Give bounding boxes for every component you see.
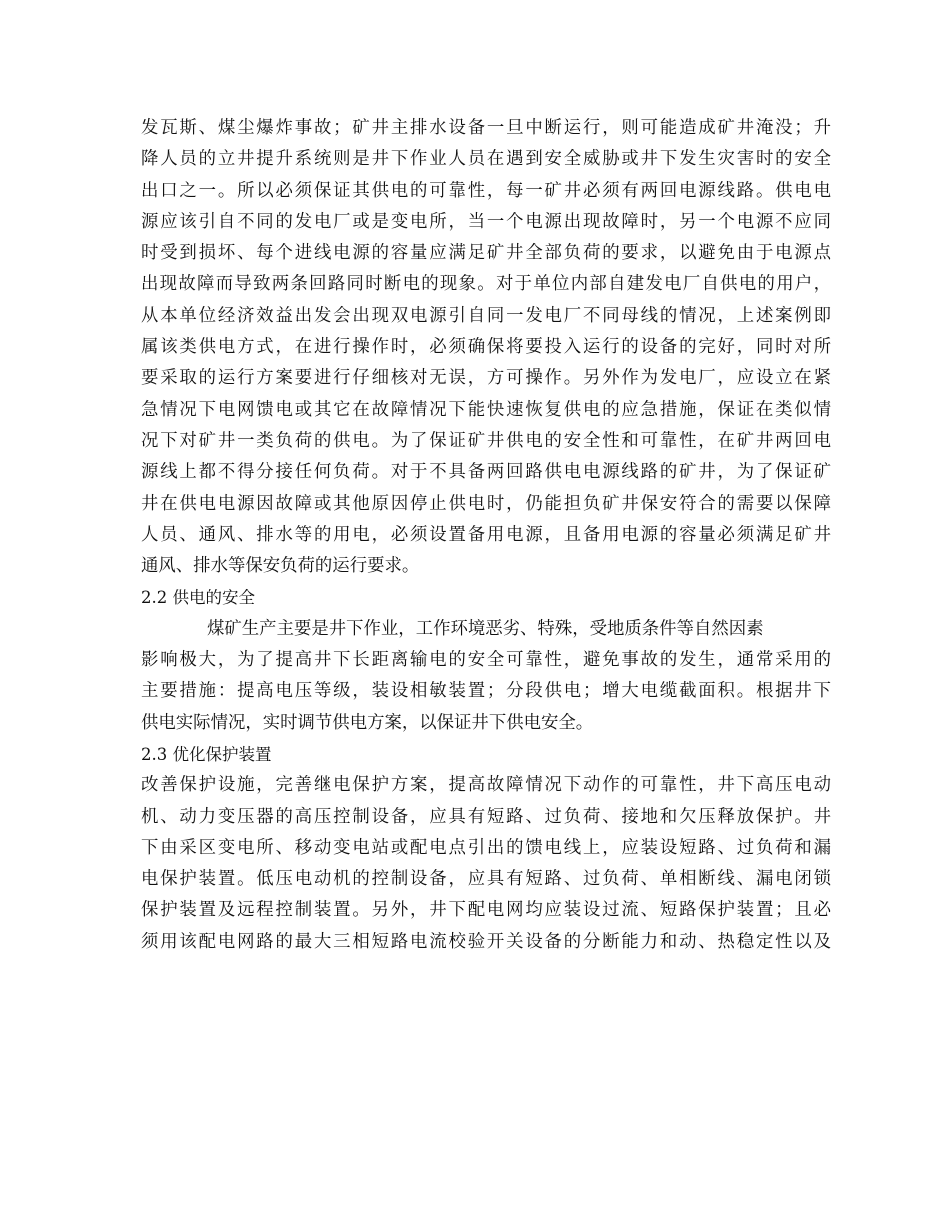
text-line: 井在供电电源因故障或其他原因停止供电时，仍能担负矿井保安符合的需要以保障 bbox=[141, 493, 831, 514]
text-line: 要采取的运行方案要进行仔细核对无误，方可操作。另外作为发电厂，应设立在紧 bbox=[141, 368, 831, 389]
text-line: 主要措施：提高电压等级，装设相敏装置；分段供电；增大电缆截面积。根据井下 bbox=[141, 681, 831, 702]
text-line: 改善保护设施，完善继电保护方案，提高故障情况下动作的可靠性，井下高压电动 bbox=[141, 775, 831, 796]
text-line: 出口之一。所以必须保证其供电的可靠性，每一矿井必须有两回电源线路。供电电 bbox=[141, 180, 831, 201]
paragraph-power-reliability bbox=[141, 113, 831, 582]
paragraph-protection-devices bbox=[141, 770, 831, 958]
text-line: 人员、通风、排水等的用电，必须设置备用电源，且备用电源的容量必须满足矿井 bbox=[141, 524, 831, 545]
paragraph-power-safety bbox=[141, 614, 831, 739]
text-line: 从本单位经济效益出发会出现双电源引自同一发电厂不同母线的情况，上述案例即 bbox=[141, 305, 831, 326]
section-heading-2-3: 2.3 优化保护装置 bbox=[141, 744, 272, 764]
text-line: 电保护装置。低压电动机的控制设备，应具有短路、过负荷、单相断线、漏电闭锁 bbox=[141, 869, 831, 890]
text-line: 时受到损坏、每个进线电源的容量应满足矿井全部负荷的要求，以避免由于电源点 bbox=[141, 243, 831, 264]
document-body bbox=[141, 113, 831, 958]
text-line: 下由采区变电所、移动变电站或配电点引出的馈电线上，应装设短路、过负荷和漏 bbox=[141, 837, 831, 858]
text-line: 况下对矿井一类负荷的供电。为了保证矿井供电的安全性和可靠性，在矿井两回电 bbox=[141, 430, 831, 451]
text-line: 保护装置及远程控制装置。另外，井下配电网均应装设过流、短路保护装置；且必 bbox=[141, 900, 831, 921]
section-heading-2-2: 2.2 供电的安全 bbox=[141, 588, 255, 608]
text-line: 机、动力变压器的高压控制设备，应具有短路、过负荷、接地和欠压释放保护。井 bbox=[141, 806, 831, 827]
text-line: 出现故障而导致两条回路同时断电的现象。对于单位内部自建发电厂自供电的用户， bbox=[141, 274, 831, 295]
text-line: 须用该配电网路的最大三相短路电流校验开关设备的分断能力和动、热稳定性以及 bbox=[141, 931, 831, 952]
text-line: 属该类供电方式，在进行操作时，必须确保将要投入运行的设备的完好，同时对所 bbox=[141, 337, 831, 358]
text-line: 影响极大，为了提高井下长距离输电的安全可靠性，避免事故的发生，通常采用的 bbox=[141, 650, 831, 671]
text-line: 降人员的立井提升系统则是井下作业人员在遇到安全威胁或井下发生灾害时的安全 bbox=[141, 149, 831, 170]
text-line: 供电实际情况，实时调节供电方案，以保证井下供电安全。 bbox=[141, 712, 594, 733]
text-line: 急情况下电网馈电或其它在故障情况下能快速恢复供电的应急措施，保证在类似情 bbox=[141, 399, 831, 420]
text-line: 源线上都不得分接任何负荷。对于不具备两回路供电电源线路的矿井，为了保证矿 bbox=[141, 462, 831, 483]
text-line: 发瓦斯、煤尘爆炸事故；矿井主排水设备一旦中断运行，则可能造成矿井淹没；升 bbox=[141, 118, 831, 138]
text-line: 煤矿生产主要是井下作业，工作环境恶劣、特殊，受地质条件等自然因素 bbox=[207, 618, 764, 639]
text-line: 源应该引自不同的发电厂或是变电所，当一个电源出现故障时，另一个电源不应同 bbox=[141, 211, 831, 232]
text-line: 通风、排水等保安负荷的运行要求。 bbox=[141, 556, 420, 577]
